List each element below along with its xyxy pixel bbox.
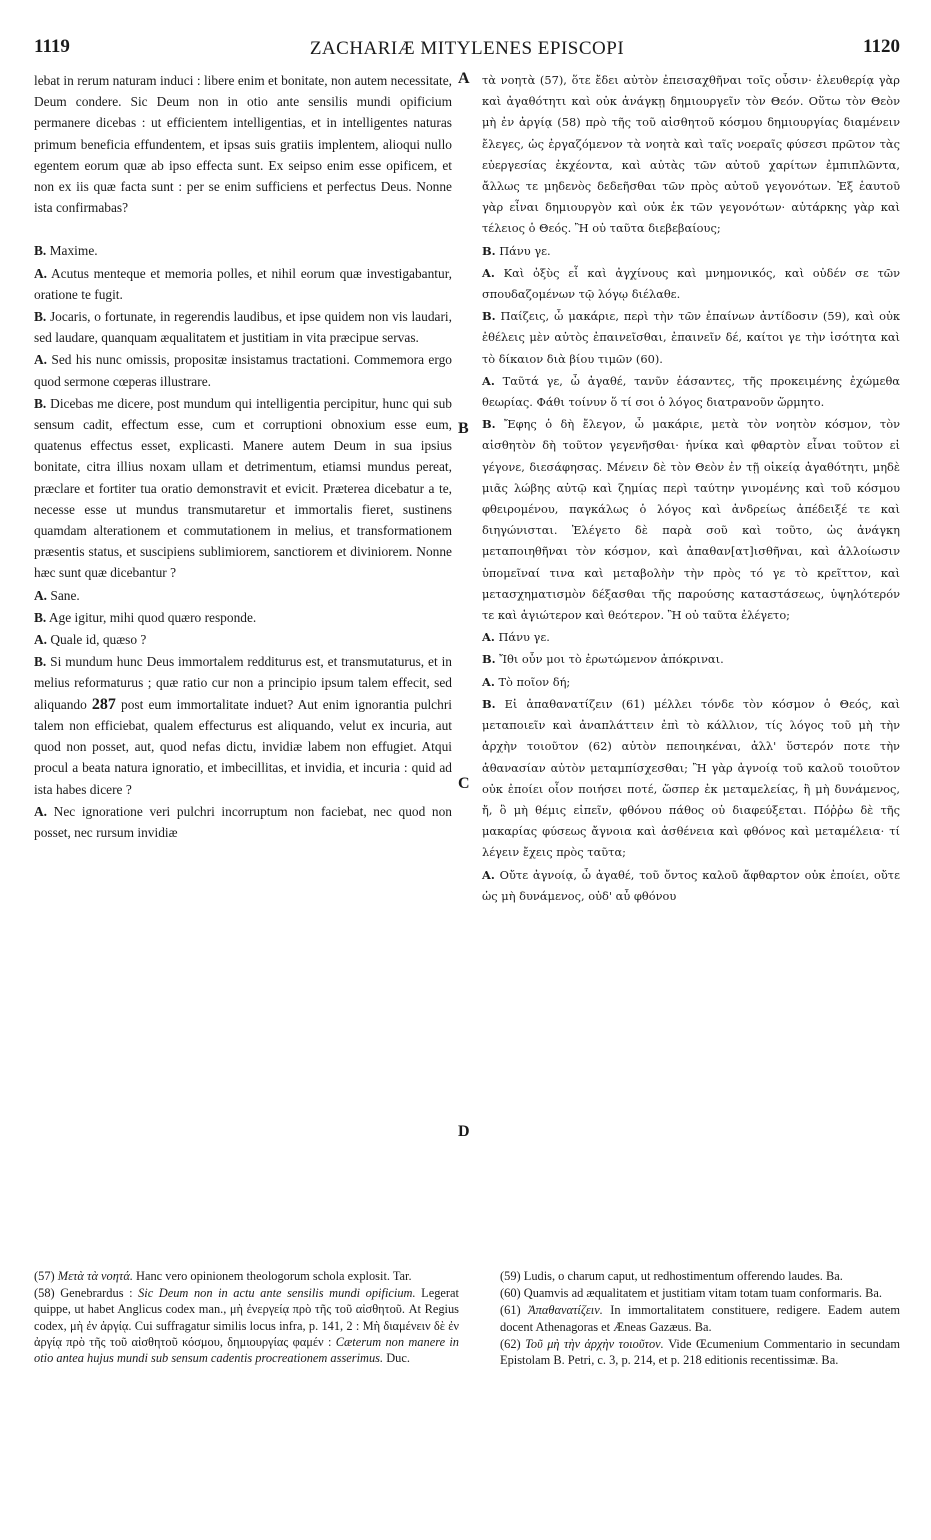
footnote: (61) Ἀπαθανατίζειν. In immortalitatem constituere, redigere. Eadem autem docent Athenagoras et Æneas Gazæus. Ba. — [500, 1303, 900, 1334]
margin-marker-b: B — [458, 420, 469, 437]
latin-paragraph: A. Nec ignoratione veri pulchri incorruptum non faciebat, nec quod non posset, nec rursum invidiæ — [34, 803, 452, 840]
latin-paragraph: B. Maxime. — [34, 243, 98, 259]
latin-paragraph: B. Dicebas me dicere, post mundum qui intelligentia percipitur, hunc qui sub sensum cadit, effectum esse, cum et corruptioni obnoxium esse eum, quatenus effectus esset, explicasti. Manere autem Deum in sua ipsius bonitate, citra illius noxam ullam et detrimentum, etiamsi mundus pereat, præclare et fortiter tua oratio demonstravit et evicit. Præterea dicebatur a te, necesse esse ut mundus transmutaretur et immortalis fieret, sustinens quamdam alterationem et commutationem in melius, et transformationem præsentis status, et suscipiens sublimiorem, sanctiorem et diviniorem. Nonne hæc sunt quæ dicebantur ? — [34, 395, 452, 581]
greek-paragraph: Β. Ἔφης ὁ δὴ ἔλεγον, ὦ μακάριε, μετὰ τὸν νοητὸν κόσμον, τὸν αἰσθητὸν δὴ τοῦτον γεγενῆσθαι· ἡνίκα καὶ φθαρτὸν εἶναι τοῦτον εἰ γέγονε, διεσάφησας. Μένειν δὲ τὸν Θεὸν ἐν τῇ οἰκείᾳ ἀγαθότητι, μηδὲ μιᾶς λώβης αὐτῷ καὶ ζημίας περὶ ταύτην γινομένης καὶ τοῦ κόσμου φθειρομένου, παγκάλως ὁ λόγος καὶ ἀνδρείως ἀπέδειξέ τε καὶ διηγώνισται. Ἐλέγετο δὲ παρὰ σοῦ καὶ τοῦτο, ὡς ἀνάγκη μεταποιηθῆναι τὸν κόσμον, καὶ ἀπαθαν[ατ]ισθῆναι, καὶ ἀλλοίωσιν ὑπομεῖναί τινα καὶ μεταβολὴν τὴν πρὸς τό γε τὸ κρεῖττον, καὶ μετασχηματισμὸν δέξασθαι τῆς παρούσης καταστάσεως, ὑψηλότερόν τε καὶ ἁγιώτερον καὶ θεότερον. Ἢ οὐ ταῦτα ἐλέγετο; — [482, 417, 901, 623]
latin-paragraph: A. Quale id, quæso ? — [34, 632, 147, 648]
footnote: (59) Ludis, o charum caput, ut redhostimentum offerendo laudes. Ba. — [500, 1269, 843, 1283]
greek-paragraph: Β. Παίζεις, ὦ μακάριε, περὶ τὴν τῶν ἐπαίνων ἀντίδοσιν (59), καὶ οὐκ ἐθέλεις μὲν αὐτὸς ἐπαινεῖσθαι, ἐπαινεῖν δέ, καίτοι γε τὴν ἰσότητα καὶ τὸ δίκαιον διὰ βίου τιμῶν (60). — [482, 309, 900, 366]
margin-marker-d: D — [458, 1123, 470, 1140]
latin-paragraph: B. Jocaris, o fortunate, in regerendis laudibus, et ipse quidem non vis laudari, sed laudare, quanquam æqualitatem et justitiam in vita præcipue servas. — [34, 309, 452, 346]
footnote: (60) Quamvis ad æqualitatem et justitiam vitam totam tuam conformaris. Ba. — [500, 1286, 882, 1301]
footnote: (58) Genebrardus : Sic Deum non in actu ante sensilis mundi opificium. Legerat quippe, ut habet Anglicus codex man., μὴ ἐνεργείᾳ πρὸ τῆς τοῦ αἰσθητοῦ. At Regius codex, μὴ ἐν ἀργίᾳ. Cui suffragatur similis locus infra, p. 141, 2 : Μὴ διαμένειν δὲ ἐν ἀργίᾳ πρὸ τῆς τοῦ αἰσθητοῦ κόσμου, δημιουργίας φαμέν : Cæterum non manere in otio antea hujus mundi sub sensum cadentis procreationem asserimus. Duc. — [34, 1286, 460, 1366]
footnotes-left — [34, 1268, 459, 1367]
greek-paragraph: Α. Πάνυ γε. — [482, 630, 550, 645]
margin-marker-c: C — [458, 775, 470, 792]
footnote: (62) Τοῦ μὴ τὴν ἀρχὴν τοιοῦτον. Vide Œcumenium Commentario in secundam Epistolam B. Petri, c. 3, p. 214, et p. 218 editionis recentissimæ. Ba. — [500, 1336, 900, 1368]
edition-page-number: 287 — [91, 695, 116, 713]
latin-paragraph: A. Sed his nunc omissis, propositæ insistamus tractationi. Commemora ergo quod sermone cœperas illustrare. — [34, 352, 452, 389]
latin-paragraph: A. Acutus menteque et memoria polles, et nihil eorum quæ investigabantur, oratione te fugit. — [34, 265, 452, 302]
footnotes-right — [500, 1268, 900, 1369]
margin-marker-a: A — [458, 70, 470, 87]
greek-paragraph: Β. Πάνυ γε. — [482, 243, 551, 258]
greek-paragraph: Α. Τὸ ποῖον δή; — [482, 674, 571, 689]
page-header — [34, 36, 900, 64]
footnote: (57) Μετὰ τὰ νοητά. Hanc vero opinionem theologorum schola explosit. Tar. — [34, 1269, 412, 1283]
page-number-right: 1120 — [863, 36, 900, 57]
greek-paragraph: τὰ νοητὰ (57), ὅτε ἔδει αὐτὸν ἐπεισαχθῆναι τοῖς οὖσιν· ἐλευθερίᾳ γὰρ καὶ ἀγαθότητι καὶ οὐκ ἀνάγκῃ δημιουργεῖν τὸν Θεόν. Οὕτω τὸν Θεὸν μὴ ἐν ἀργίᾳ (58) πρὸ τῆς τοῦ αἰσθητοῦ κόσμου δημιουργίας διαμένειν ἔλεγες, ὡς ἐργαζόμενον τὰ νοητὰ καὶ ταῖς νοεραῖς φύσεσι πρῶτον τὰς εὐεργεσίας ἐκχέοντα, καὶ αὐτὰς τῶν αὐτοῦ χαρίτων ἐμπιπλῶντα, ἄλλως τε μηδενὸς δεδεῆσθαι τῶν πρὸς αὐτοῦ γεγονότων. Ἐξ ἑαυτοῦ γὰρ εἶναι δημιουργὸν καὶ οὐκ ἐκ τῶν γεγονότων· αὐτάρκης γὰρ καὶ τέλειος ὁ Θεός. Ἢ οὐ ταῦτα διεβεβαίους; — [482, 73, 900, 236]
greek-paragraph: Β. Ἴθι οὖν μοι τὸ ἐρωτώμενον ἀπόκριναι. — [482, 652, 724, 667]
page-number-left: 1119 — [34, 36, 70, 57]
running-title: ZACHARIÆ MITYLENES EPISCOPI — [309, 38, 625, 59]
latin-paragraph: A. Sane. — [34, 587, 80, 603]
greek-paragraph: Α. Ταῦτά γε, ὦ ἀγαθέ, τανῦν ἐάσαντες, τῆς προκειμένης ἐχώμεθα θεωρίας. Φάθι τοίνυν ὅ τί σοι ὁ λόγος διατρανοῦν ὥρμητο. — [482, 373, 900, 410]
latin-paragraph: B. Si mundum hunc Deus immortalem redditurus est, et transmutaturus, et in melius reformaturus ; quæ ratio cur non a principio ipsum talem effecit, sed aliquando 287 post eum immortalitate induet? Aut enim ignorantia pulchri talem non efficiebat, qualem effecturus est aliquando, velut ex incuria, aut quod non posset, aut, quod nefas dictu, invidiæ labem non effugiet. Atqui procul a beata natura ignoratio, et imbecillitas, et invidia, et incuria : quid ad ista habes dicere ? — [34, 654, 452, 797]
greek-paragraph: Β. Εἰ ἀπαθανατίζειν (61) μέλλει τόνδε τὸν κόσμον ὁ Θεός, καὶ μεταποιεῖν καὶ ἀναπλάττειν ἐπὶ τὸ κάλλιον, τίς λόγος τοῦ μὴ τὴν ἀρχὴν τοιοῦτον (62) αὐτὸν πεποιηκέναι, ἀλλ' ὕστερόν ποτε τὴν ἀθανασίαν αὐτὸν μεταμπίσχεσθαι; Ἢ γὰρ ἀγνοίᾳ τοῦ καλοῦ τοιοῦτον οὐκ ἐποίει οἷον ποιήσει ποτέ, ὥσπερ ἐκ μεταμελείας, ἢ μὴ δυνάμενος, ἤ, ὃ μὴ θέμις εἰπεῖν, φθόνου πάθος οὐ διαφεύξεται. Πόῤῥω δὲ τῆς μακαρίας φύσεως ἄγνοια καὶ ἀσθένεια καὶ φθόνος καὶ μεταμέλεια· τί λέγειν ἔχεις πρὸς ταῦτα; — [482, 696, 900, 860]
greek-paragraph: Α. Καὶ ὀξὺς εἶ καὶ ἀγχίνους καὶ μνημονικός, καὶ οὐδέν σε τῶν σπουδαζομένων τῷ λόγῳ διέλαθε. — [482, 265, 900, 302]
latin-column — [34, 70, 452, 843]
latin-paragraph: B. Age igitur, mihi quod quæro responde. — [34, 609, 257, 625]
greek-column — [482, 70, 900, 907]
latin-paragraph: lebat in rerum naturam induci : libere enim et bonitate, non autem necessitate, Deum condere. Sic Deum non in otio ante sensilis mundi opificium permanere dicebas : ut efficientem intelligentias, et in intelligentes naturas primum beneficia effundentem, et ipsas suis gratiis implentem, alioqui nullo egentem eorum quæ ab ipso effecta sunt. Ex seipso enim esse opificem, et non ex iis quæ facta sunt : per se enim sufficiens et perfectus Deus. Nonne ista confirmabas? — [34, 73, 452, 216]
greek-paragraph: Α. Οὔτε ἀγνοίᾳ, ὦ ἀγαθέ, τοῦ ὄντος καλοῦ ἄφθαρτον οὐκ ἐποίει, οὔτε ὡς μὴ δυνάμενος, οὐδ' αὖ φθόνου — [482, 867, 901, 903]
